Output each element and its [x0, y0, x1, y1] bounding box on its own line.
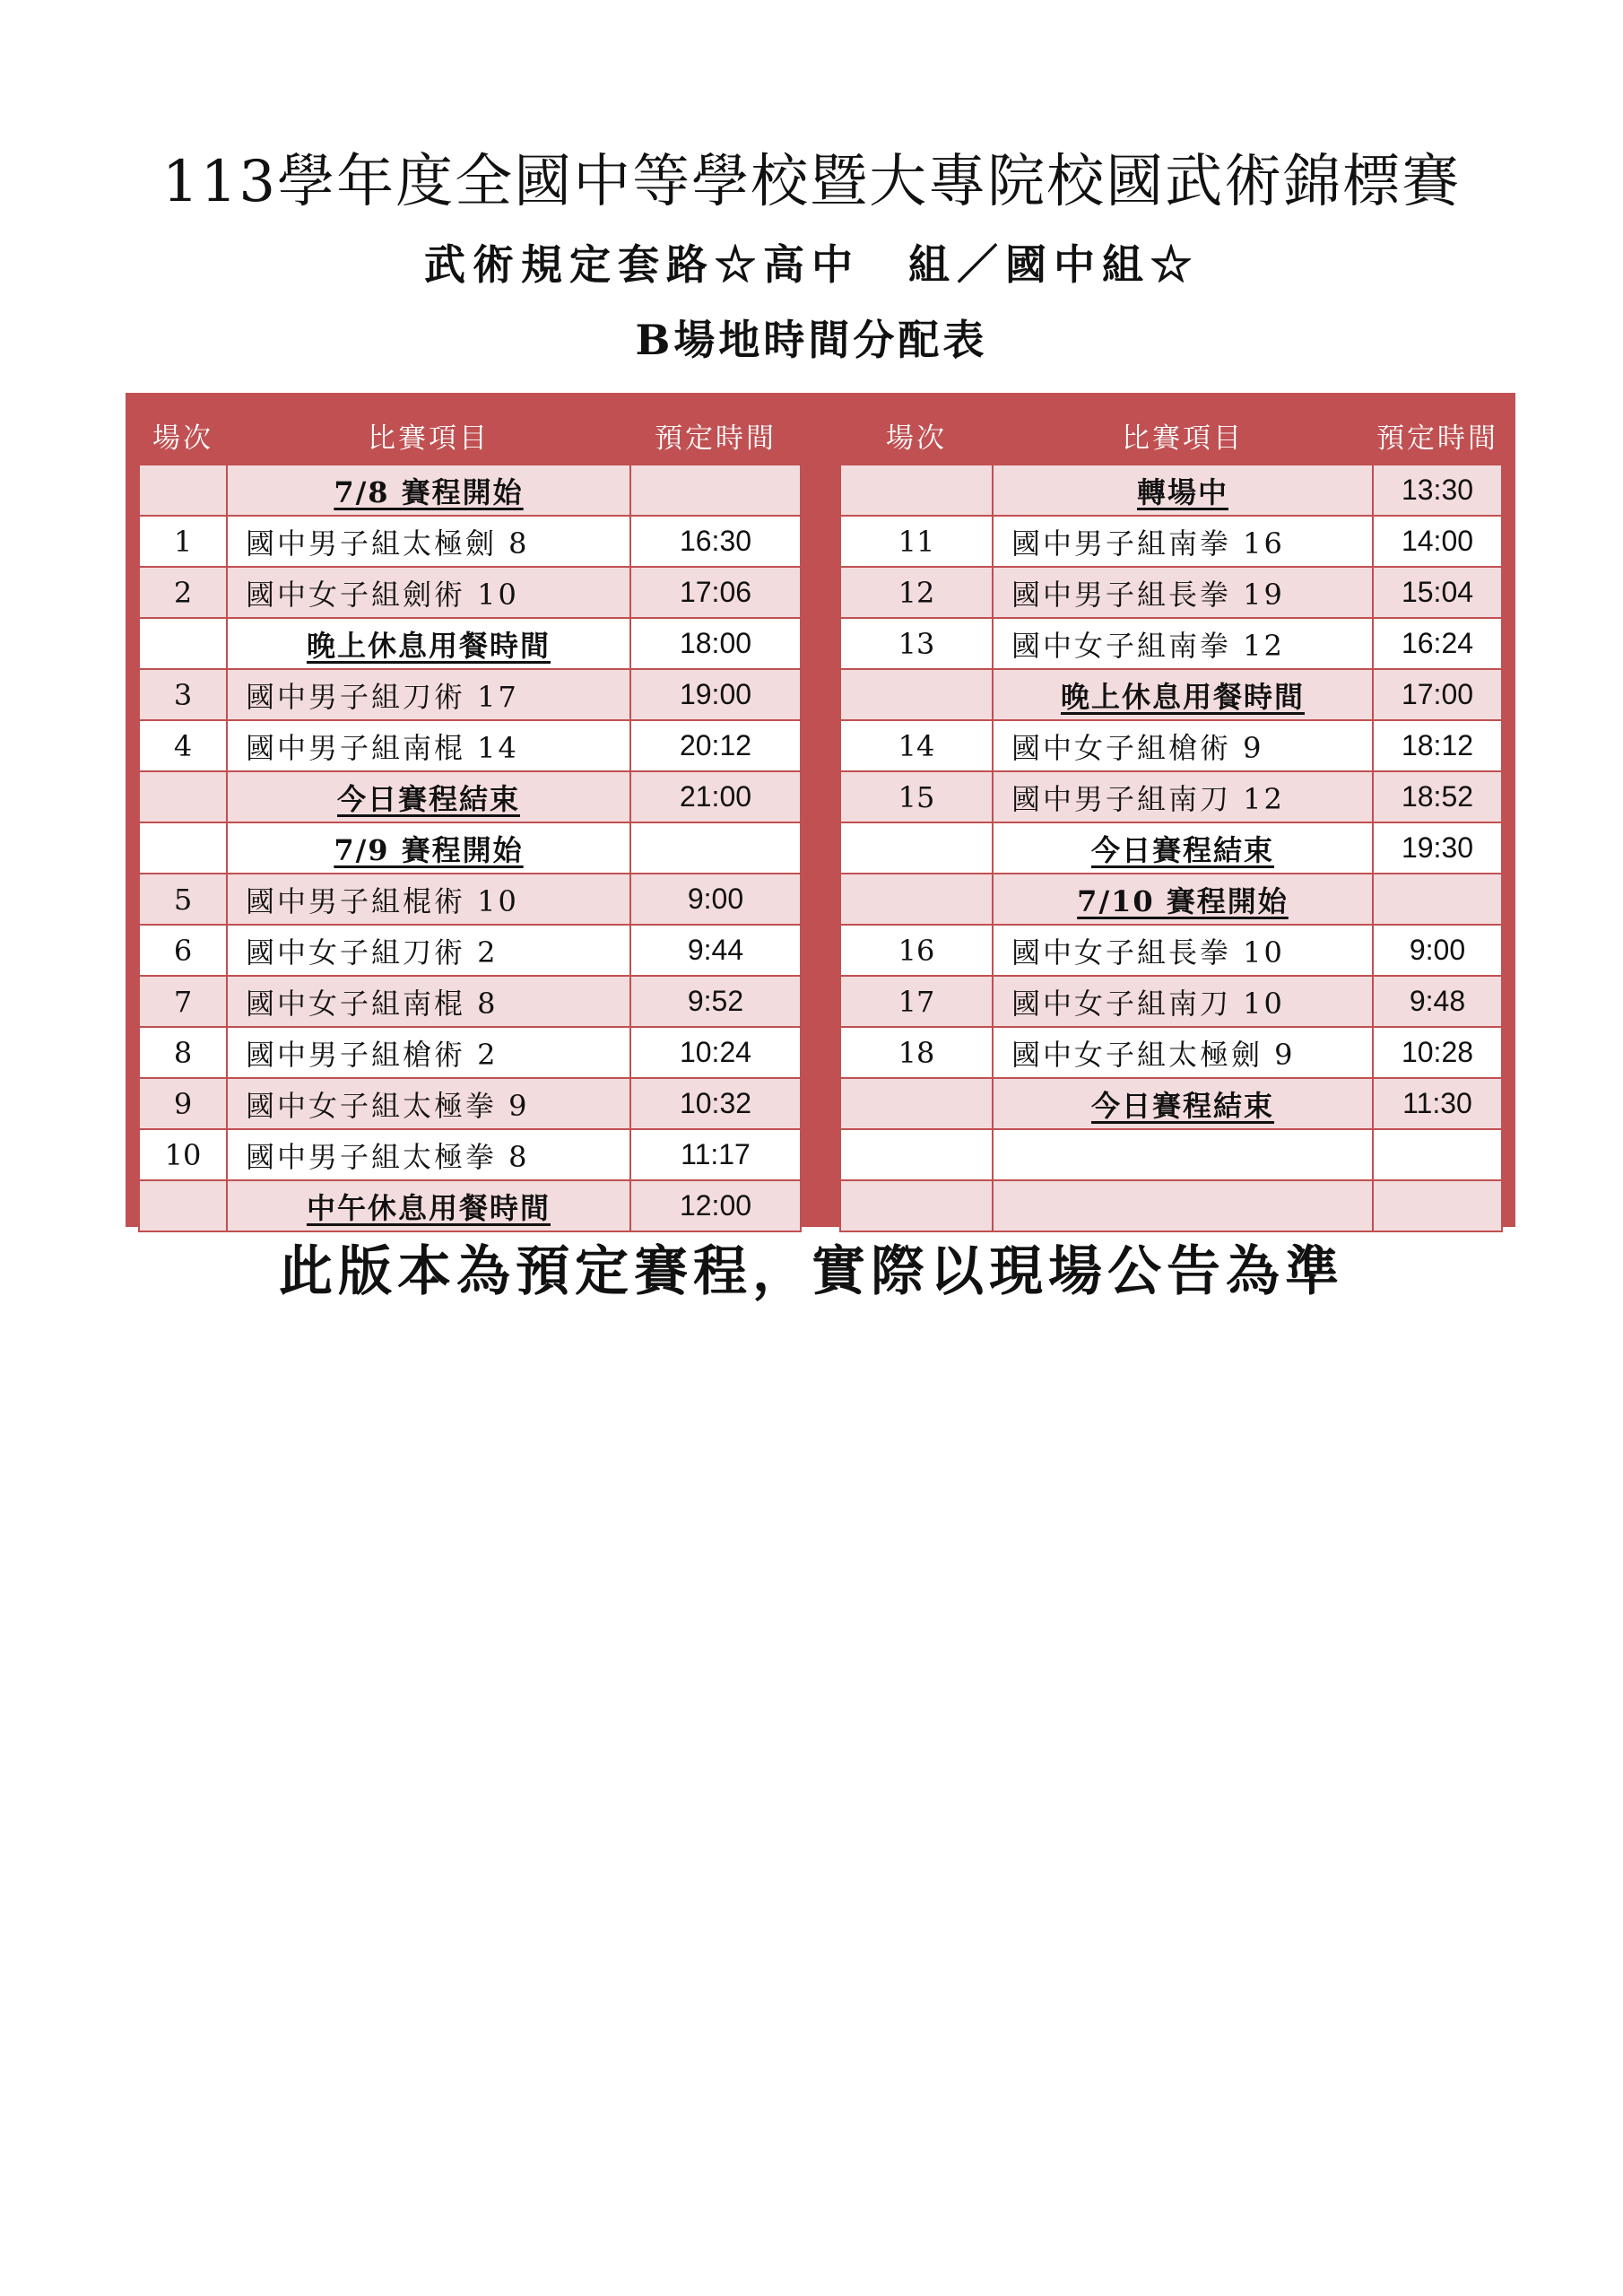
table-row [139, 1180, 801, 1231]
cell-no: 2 [139, 567, 227, 618]
table-row [139, 874, 801, 925]
cell-time: 10:32 [630, 1078, 801, 1129]
cell-time: 19:30 [1373, 822, 1502, 874]
cell-event: 國中男子組南棍 14 [227, 720, 630, 771]
table-row [840, 720, 1502, 771]
table-row [139, 567, 801, 618]
table-row [840, 465, 1502, 516]
cell-no: 14 [840, 720, 993, 771]
table-row [840, 771, 1502, 822]
cell-event [993, 1129, 1373, 1180]
cell-event: 國中男子組南刀 12 [993, 771, 1373, 822]
cell-time: 18:52 [1373, 771, 1502, 822]
cell-time: 14:00 [1373, 516, 1502, 567]
table-row [840, 976, 1502, 1027]
cell-no [139, 465, 227, 516]
cell-no: 8 [139, 1027, 227, 1078]
table-body-left [139, 465, 801, 1231]
cell-event: 國中男子組棍術 10 [227, 874, 630, 925]
cell-event: 國中男子組太極拳 8 [227, 1129, 630, 1180]
cell-time: 10:24 [630, 1027, 801, 1078]
cell-no [840, 1180, 993, 1231]
cell-no: 6 [139, 925, 227, 976]
page-subtitle: 武術規定套路☆高中 組／國中組☆ [424, 240, 1199, 289]
table-row [840, 1129, 1502, 1180]
cell-time [630, 465, 801, 516]
cell-no: 16 [840, 925, 993, 976]
cell-time: 20:12 [630, 720, 801, 771]
table-row [840, 925, 1502, 976]
table-row [139, 669, 801, 720]
cell-time: 16:24 [1373, 618, 1502, 669]
cell-time [1373, 1180, 1502, 1231]
cell-event: 國中男子組刀術 17 [227, 669, 630, 720]
footer-notice: 此版本為預定賽程，實際以現場公告為準 [279, 1240, 1344, 1303]
cell-event: 晚上休息用餐時間 [993, 669, 1373, 720]
cell-time: 11:30 [1373, 1078, 1502, 1129]
cell-event: 國中女子組槍術 9 [993, 720, 1373, 771]
cell-event: 7/9 賽程開始 [227, 822, 630, 874]
table-header-row [840, 406, 1502, 465]
header-event: 比賽項目 [227, 406, 630, 465]
table-row [139, 618, 801, 669]
cell-event: 晚上休息用餐時間 [227, 618, 630, 669]
cell-event: 國中女子組南刀 10 [993, 976, 1373, 1027]
cell-time: 11:17 [630, 1129, 801, 1180]
cell-time [1373, 1129, 1502, 1180]
cell-no [840, 669, 993, 720]
table-row [840, 874, 1502, 925]
cell-no: 4 [139, 720, 227, 771]
cell-no: 13 [840, 618, 993, 669]
cell-time: 9:48 [1373, 976, 1502, 1027]
cell-event: 國中女子組太極劍 9 [993, 1027, 1373, 1078]
cell-event: 7/8 賽程開始 [227, 465, 630, 516]
table-row [139, 771, 801, 822]
table-row [840, 1180, 1502, 1231]
cell-time: 9:52 [630, 976, 801, 1027]
cell-event: 國中女子組太極拳 9 [227, 1078, 630, 1129]
schedule-frame [126, 393, 1515, 1227]
header-no: 場次 [840, 406, 993, 465]
page-title: 113學年度全國中等學校暨大專院校國武術錦標賽 [161, 149, 1462, 215]
table-row [139, 516, 801, 567]
table-header-row [139, 406, 801, 465]
table-title: B場地時間分配表 [635, 316, 988, 364]
cell-no [840, 1078, 993, 1129]
cell-time: 17:06 [630, 567, 801, 618]
schedule-table-left [138, 405, 802, 1232]
table-row [840, 822, 1502, 874]
cell-no [139, 822, 227, 874]
table-row [139, 1129, 801, 1180]
table-row [139, 1078, 801, 1129]
cell-time: 19:00 [630, 669, 801, 720]
cell-time: 9:00 [630, 874, 801, 925]
table-row [840, 618, 1502, 669]
header-no: 場次 [139, 406, 227, 465]
header-time: 預定時間 [630, 406, 801, 465]
table-row [840, 1027, 1502, 1078]
cell-event: 國中男子組太極劍 8 [227, 516, 630, 567]
table-row [840, 516, 1502, 567]
cell-no: 10 [139, 1129, 227, 1180]
cell-time [1373, 874, 1502, 925]
cell-no: 18 [840, 1027, 993, 1078]
table-body-right [840, 465, 1502, 1231]
cell-event: 國中男子組槍術 2 [227, 1027, 630, 1078]
cell-event: 轉場中 [993, 465, 1373, 516]
cell-event: 國中男子組南拳 16 [993, 516, 1373, 567]
cell-no: 5 [139, 874, 227, 925]
cell-event: 今日賽程結束 [227, 771, 630, 822]
cell-time: 21:00 [630, 771, 801, 822]
cell-event: 今日賽程結束 [993, 1078, 1373, 1129]
table-row [139, 976, 801, 1027]
table-row [840, 669, 1502, 720]
table-row [139, 1027, 801, 1078]
cell-event: 國中男子組長拳 19 [993, 567, 1373, 618]
cell-no: 17 [840, 976, 993, 1027]
cell-event: 國中女子組刀術 2 [227, 925, 630, 976]
cell-time: 9:44 [630, 925, 801, 976]
table-row [840, 567, 1502, 618]
cell-event: 國中女子組南棍 8 [227, 976, 630, 1027]
table-row [139, 720, 801, 771]
cell-time: 18:00 [630, 618, 801, 669]
cell-no: 11 [840, 516, 993, 567]
cell-no [139, 771, 227, 822]
schedule-panel-left [138, 405, 802, 1225]
cell-time: 10:28 [1373, 1027, 1502, 1078]
cell-no: 3 [139, 669, 227, 720]
cell-no: 9 [139, 1078, 227, 1129]
schedule-table-right [839, 405, 1503, 1232]
cell-event [993, 1180, 1373, 1231]
cell-event: 國中女子組長拳 10 [993, 925, 1373, 976]
cell-time: 9:00 [1373, 925, 1502, 976]
cell-time: 16:30 [630, 516, 801, 567]
cell-time: 12:00 [630, 1180, 801, 1231]
cell-time [630, 822, 801, 874]
cell-no: 7 [139, 976, 227, 1027]
header-event: 比賽項目 [993, 406, 1373, 465]
cell-time: 17:00 [1373, 669, 1502, 720]
cell-no [840, 874, 993, 925]
table-row [139, 465, 801, 516]
table-row [840, 1078, 1502, 1129]
schedule-panel-right [839, 405, 1503, 1214]
cell-no: 12 [840, 567, 993, 618]
cell-event: 國中女子組南拳 12 [993, 618, 1373, 669]
header-time: 預定時間 [1373, 406, 1502, 465]
table-row [139, 925, 801, 976]
cell-event: 國中女子組劍術 10 [227, 567, 630, 618]
cell-no [840, 465, 993, 516]
cell-event: 今日賽程結束 [993, 822, 1373, 874]
cell-time: 15:04 [1373, 567, 1502, 618]
cell-no: 1 [139, 516, 227, 567]
cell-time: 18:12 [1373, 720, 1502, 771]
cell-no [840, 822, 993, 874]
table-row [139, 822, 801, 874]
cell-event: 7/10 賽程開始 [993, 874, 1373, 925]
cell-no [139, 1180, 227, 1231]
cell-no [139, 618, 227, 669]
cell-no [840, 1129, 993, 1180]
cell-no: 15 [840, 771, 993, 822]
cell-time: 13:30 [1373, 465, 1502, 516]
cell-event: 中午休息用餐時間 [227, 1180, 630, 1231]
